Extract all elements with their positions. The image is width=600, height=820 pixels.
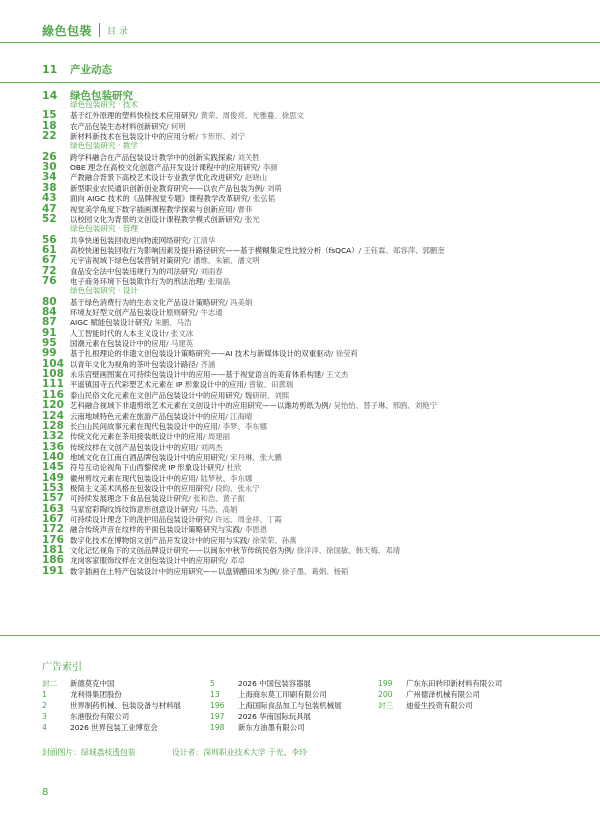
section-title: 绿色包装研究 [70,90,133,102]
toc-page-number: 76 [42,274,57,287]
toc-article-author: / 冯美娟 [225,297,253,307]
toc-page-number: 116 [42,388,64,401]
toc-article-author: / 牛志通 [195,308,223,317]
ad-entry[interactable] [210,700,341,711]
toc-article-author: / 李恩恩 [240,525,268,535]
toc-article-title: 传统纹样在文创产品包装设计中的应用 [70,442,196,452]
toc-article-author: / 徐洋洋、徐国敏、韩天梅、邓靖 [291,546,401,556]
toc-page-number: 104 [42,357,64,370]
toc-subsection-title: 绿色包装研究 · 设计 [70,286,138,296]
toc-page-number: 120 [42,399,64,412]
ad-entry[interactable] [210,678,311,689]
toc-page-number: 61 [42,243,57,256]
ad-page-number: 3 [42,712,47,721]
toc-page-number: 84 [42,306,57,318]
toc-article-title: 食品安全法中包装违规行为的司法研究 [70,266,196,276]
toc-page-number: 167 [42,513,64,525]
toc-page-number: 26 [42,150,57,163]
ad-entry[interactable] [42,711,129,722]
toc-article-author: / 刘关胜 [232,152,260,162]
toc-subsection-title: 绿色包装研究 · 管理 [70,224,138,234]
toc-article-author: / 邓卓 [225,556,245,566]
toc-article-author: / 张光 [240,214,260,224]
toc-article-title: 视觉美学角度下数字插画课程教学探索与创新应用 [70,204,233,214]
toc-article-author: / 刘雨春 [195,266,223,276]
toc-page-number: 43 [42,192,57,205]
toc-article-title: 基于绿色消费行为的生态文化产品设计策略研究 [70,297,226,307]
ad-page-number: 4 [42,723,47,732]
header-divider [99,23,100,37]
toc-article-title: 可持续设计理念下的洗护用品包装设计研究 [70,515,211,524]
toc-article-title: 艺科融合视域下非遗剪纸艺术元素在文创设计中的应用研究——以潍坊剪纸为例 [70,401,329,411]
top-rule [0,42,600,43]
toc-article-title: 传统文化元素在茶用接装纸设计中的应用 [70,432,204,442]
ad-page-number: 198 [210,723,225,732]
ad-entry[interactable] [42,678,114,689]
ad-advertiser-name: 东港股份有限公司 [70,712,130,721]
ad-page-number: 13 [210,690,220,699]
toc-article-title: 人工智能时代的人本主义设计 [70,328,167,338]
toc-article-title: 云南地域特色元素在旅游产品包装设计中的应用 [70,411,226,421]
brand-logo: 綠色包裝 [42,23,93,38]
toc-page-number: 153 [42,481,64,494]
toc-page-number: 47 [42,202,57,215]
toc-page-number: 18 [42,119,57,132]
toc-article-title: 符号互动论视角下山西黎侯虎 IP 形象设计研究 [70,463,222,473]
ad-entry[interactable] [210,689,327,700]
ad-advertiser-name: 新东方油墨有限公司 [238,723,305,732]
ad-advertiser-name: 2026 华南国际玩具展 [238,712,311,721]
toc-page-number: 108 [42,368,64,381]
cover-designer-credit: 设计者：深圳职业技术大学 于光、李玲 [172,748,308,757]
toc-article-author: / 徐子墨、葛娟、杨韬 [276,566,349,576]
toc-page-number: 149 [42,471,64,484]
toc-page-number: 124 [42,409,64,422]
toc-article-title: 泰山民俗文化元素在文创产品包装设计中的应用研究 [70,390,240,400]
toc-article-title: 马家窑彩陶纹饰纹饰意形创意设计研究 [70,504,196,514]
ad-advertiser-name: 龙利得集团股份 [70,690,122,699]
ad-entry[interactable] [42,700,181,711]
toc-page-number: 176 [42,533,64,546]
ad-page-number: 5 [210,679,215,688]
header [42,22,128,38]
toc-article-author: / 段昀、张永宁 [210,483,260,493]
toc-page-number: 99 [42,347,57,360]
toc-article-title: 高校快递包装回收行为影响因素及提升路径研究——基于模糊集定性比较分析（fsQCA） [70,245,359,255]
toc-article-author: / 黄荣、周俊亮、光雅蔓、徐思文 [195,111,304,121]
toc-article-title: 新型职业农民通识创新创业教育研究——以农产品包装为例 [70,183,263,193]
toc-page-number: 181 [42,544,64,557]
toc-article-author: / 周建丽 [203,432,231,442]
toc-article-author: / 赵晓山 [240,173,268,183]
toc-page-number: 186 [42,554,64,567]
ad-advertiser-name: 上海商东莫工印刷有限公司 [238,690,327,699]
ad-entry[interactable] [210,711,311,722]
toc-article-title: 农产品包装生态材料创新研究 [70,121,167,131]
toc-subsection-title: 绿色包装研究 · 教学 [70,141,138,151]
toc-article-title: 龙岗客家服饰纹样在文创包装设计中的应用研究 [70,556,226,566]
toc-article-author: / 卞形形、刘宁 [195,132,245,142]
toc-article-author: / 陆梦秋、李东娜 [195,473,253,483]
toc-article-title: 共享快递包装回收逆向物流网络研究 [70,235,189,245]
toc-article-title: 地域文化在江南白酒品牌包装设计中的应用研究 [70,452,226,462]
toc-article-title: 基于扎根理论的非遗文创包装设计策略研究——AI 技术与新媒体设计的双重驱动 [70,349,331,359]
toc-article-title: AIGC 赋能包装设计研究 [70,318,150,328]
toc-page-number: 15 [42,109,57,122]
ad-entry[interactable] [378,689,480,700]
toc-article-title: 可持续发展理念下食品包装设计研究 [70,494,189,504]
toc-article-title: 融合传统声音在纹样的平面包装设计策略研究与实践 [70,525,240,535]
toc-article-author: / 徐莹莉 [330,349,358,359]
toc-article-title: 环境友好型文创产品包装设计原则研究 [70,308,196,317]
toc-article-author: / 徐荣荣、孙燕 [247,535,297,545]
toc-article-title: 跨学科融合在产品包装设计教学中的创新实践探索 [70,152,233,162]
toc-subsection-title: 绿色包装研究 · 技术 [70,100,138,109]
toc-article-author: / 张弘韬 [248,194,276,204]
toc-article-author: / 李梦、李东娜 [217,421,268,431]
toc-article-title: 产教融合背景下高校艺术设计专业教学优化改进研究 [70,173,240,183]
toc-page-number: 191 [42,564,64,577]
toc-article-title: 徽州剪纹元素在现代包装设计中的应用 [70,473,196,483]
toc-article-author: / 宋丹琳、张大鹏 [225,452,282,462]
ad-advertiser-name: 世界制药机械、包装设备与材料展 [70,701,181,710]
ad-advertiser-name: 新德莫克中国 [70,679,115,688]
toc-page-number: 11 [42,63,58,76]
toc-article-title: 基于红外原理的塑料快检技术应用研究 [70,111,196,121]
ad-advertiser-name: 上海国际食品加工与包装机械展 [238,701,342,710]
toc-article-title: 以青年文化为视角的茶叶包装设计路径 [70,359,196,369]
toc-entry[interactable] [42,565,348,577]
ad-page-number: 197 [210,712,225,721]
header-label: 目 录 [107,26,128,37]
toc-article-title: 新材料新技术在包装设计中的应用分析 [70,132,196,142]
toc-article-author: / 李颜 [257,163,278,173]
toc-article-author: / 张文冰 [166,328,194,338]
toc-page-number: 157 [42,492,64,505]
toc-article-title: 国潮元素在包装设计中的应用 [70,339,167,349]
ad-advertiser-name: 广东东田转印新材料有限公司 [406,679,503,688]
ads-rule [0,635,600,636]
toc-article-author: / 王文杰 [321,370,349,380]
ad-advertiser-name: 广州德泽机械有限公司 [406,690,480,699]
toc-page-number: 95 [42,337,57,350]
toc-article-author: / 吴怡怡、替子琳、邢鸥、刘艳宁 [328,401,437,411]
toc-page-number: 91 [42,326,57,339]
toc-page-number: 163 [42,502,64,515]
ad-advertiser-name: 2026 中国包装容器展 [238,679,311,688]
toc-article-author: / 齐涵 [195,359,216,369]
toc-article-title: 文化记忆视角下的文创品牌设计研究——以闽东中秋节传统民俗为例 [70,546,292,556]
ad-page-number: 1 [42,690,47,699]
toc-article-author: / 江海晴 [225,411,253,421]
toc-article-author: / 曾敏、田黄瑞 [243,380,294,390]
toc-article-author: / 许远、周金祥、丁霞 [210,515,282,524]
toc-article-title: 长白山民间故事元素在现代包装设计中的应用 [70,421,218,431]
toc-page-number: 136 [42,440,64,453]
toc-article-author: / 何明 [166,121,186,131]
toc-page-number: 72 [42,264,57,277]
toc-page-number: 34 [42,171,57,184]
ad-advertiser-name: 2026 世界包装工业博览会 [70,723,158,732]
ads-title: 广告索引 [42,662,82,673]
toc-page-number: 22 [42,130,57,143]
toc-article-author: / 朱鹏、马浩 [149,318,192,328]
toc-article-title: 平遥镇国寺五代彩塑艺术元素在 IP 形象设计中的应用 [70,380,244,390]
ad-page-number: 2 [42,701,47,710]
toc-page-number: 30 [42,161,57,174]
toc-article-title: 电子商务环境下包装欺诈行为的刑法治理 [70,276,204,286]
toc-article-title: 面向 AIGC 技术的《品牌视觉专题》课程教学改革研究 [70,194,249,204]
toc-industry[interactable] [42,62,112,77]
ad-page-number: 封三 [378,701,394,710]
toc-page-number: 67 [42,254,57,267]
toc-article-author: / 江清华 [188,235,216,245]
toc-page-number: 172 [42,523,64,536]
page-number: 8 [42,787,49,798]
ad-page-number: 199 [378,679,393,688]
ad-entry[interactable] [210,722,305,733]
ad-entry[interactable] [378,700,473,711]
section-title: 产业动态 [70,64,112,76]
cover-credit [42,747,341,758]
toc-article-title: 以校园文化为背景的文创设计课程教学模式创新研究 [70,214,240,224]
ad-entry[interactable] [42,722,158,733]
toc-article-author: / 潘维、朱颖、潘文明 [188,256,260,266]
toc-article-author: / 魏研研、刘熙 [240,390,290,400]
toc-article-title: 永乐宫壁画图案在可持续包装设计中的应用——基于视觉语言的美育体系构建 [70,370,322,380]
toc-article-author: / 马浩、高娟 [195,504,238,514]
ad-page-number: 封二 [42,679,58,688]
toc-article-title: 数字化技术在博物馆文创产品开发设计中的应用与实践 [70,535,248,545]
toc-article-title: 极简主义美术风格在包装设计中的应用研究 [70,483,211,493]
ad-advertiser-name: 迪爱生投资有限公司 [406,701,473,710]
toc-article-author: / 王钰霖、郑容萍、郭鹏奎 [358,245,445,255]
toc-page-number: 80 [42,295,57,308]
toc-page-number: 52 [42,212,57,225]
toc-page-number: 56 [42,233,57,246]
toc-page-number: 132 [42,430,64,443]
toc-page-number: 38 [42,181,57,194]
toc-page-number: 14 [42,89,58,102]
ad-page-number: 196 [210,701,225,710]
ad-entry[interactable] [42,689,122,700]
toc-article-author: / 杜欣 [221,463,242,473]
toc-page-number: 145 [42,461,64,474]
toc-article-author: / 曹菲 [232,204,253,214]
toc-page-number: 87 [42,316,57,329]
section-rule [0,82,600,83]
toc-article-author: / 张瑞晶 [203,276,231,286]
toc-article-author: / 张和浩、黄子振 [188,494,245,504]
toc-page-number: 111 [42,378,64,391]
ad-page-number: 200 [378,690,393,699]
toc-article-author: / 马建英 [166,339,194,349]
toc-article-title: 数字插画在土特产包装设计中的应用研究——以盘锦醋田米为例 [70,566,277,576]
toc-page-number: 140 [42,450,64,463]
toc-article-title: OBE 理念在高校文化创意产品开发设计课程中的应用研究 [70,163,258,173]
ad-entry[interactable] [378,678,502,689]
toc-article-author: / 刘两杰 [195,442,223,452]
toc-page-number: 128 [42,419,64,432]
toc-article-author: / 刘萌 [262,183,282,193]
toc-article-title: 元宇宙视域下绿色包装营销对策研究 [70,256,189,266]
cover-image-credit: 封面图片：绿城荔枝透包装 [42,748,136,757]
